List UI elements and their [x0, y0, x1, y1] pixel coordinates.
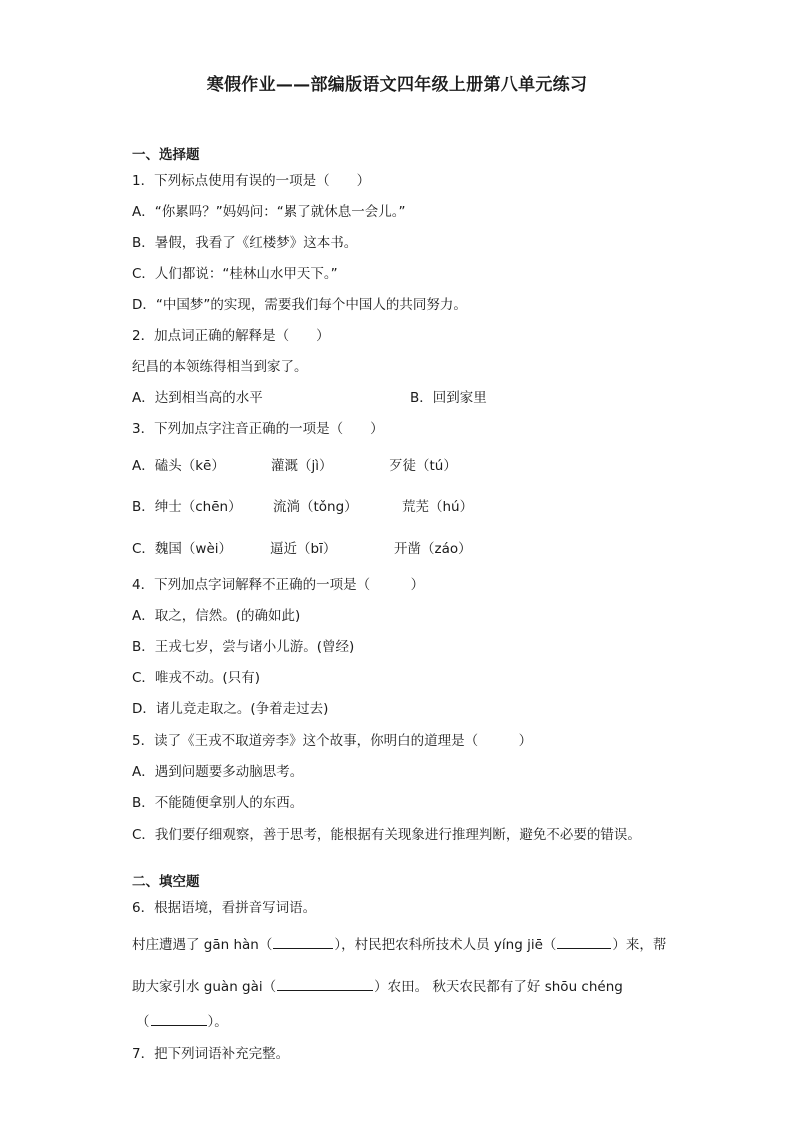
worksheet-title: 寒假作业——部编版语文四年级上册第八单元练习 [206, 75, 588, 95]
question-3-a-item-3: 歹徒（tú） [389, 458, 457, 474]
question-2-sentence: 纪昌的本领练得相当到家了。 [132, 359, 308, 375]
question-3-stem: 3．下列加点字注音正确的一项是（ ） [132, 421, 384, 437]
question-5-stem: 5．读了《王戎不取道旁李》这个故事，你明白的道理是（ ） [132, 733, 533, 749]
question-6-line-3 [136, 1013, 228, 1031]
section-heading-fill: 二、填空题 [132, 874, 200, 890]
question-6-stem: 6．根据语境，看拼音写词语。 [132, 900, 317, 916]
section-heading-choice: 一、选择题 [132, 147, 200, 163]
question-3-b-item-2: 流淌（tǒng） [273, 499, 358, 515]
question-3-a-item-1: A．磕头（kē） [132, 458, 225, 474]
question-3-a-item-2: 灌溉（jì） [271, 458, 333, 474]
question-3-c-item-3: 开凿（záo） [394, 541, 472, 557]
question-4-option-c: C．唯戎不动。(只有) [132, 670, 260, 686]
question-6-text-7: ）。 [207, 1014, 228, 1030]
question-5-option-a: A．遇到问题要多动脑思考。 [132, 764, 304, 780]
question-6-line-1 [132, 936, 666, 954]
question-5-option-c: C．我们要仔细观察，善于思考，能根据有关现象进行推理判断，避免不必要的错误。 [132, 827, 641, 843]
question-1-option-c: C．人们都说：“桂林山水甲天下。” [132, 266, 338, 282]
question-6-text-3: ）来，帮 [612, 937, 667, 953]
question-6-text-5: ）农田。 秋天农民都有了好 shōu chéng [374, 979, 623, 995]
question-7-stem: 7．把下列词语补充完整。 [132, 1046, 290, 1062]
question-1-option-b: B．暑假，我看了《红楼梦》这本书。 [132, 235, 358, 251]
question-6-text-6: （ [136, 1014, 150, 1030]
question-6-line-2 [132, 978, 623, 996]
question-2-option-a: A．达到相当高的水平 [132, 390, 263, 406]
question-2-stem: 2．加点词正确的解释是（ ） [132, 328, 330, 344]
question-3-c-item-1: C．魏国（wèi） [132, 541, 233, 557]
question-2-option-b: B．回到家里 [410, 390, 487, 406]
question-1-stem: 1．下列标点使用有误的一项是（ ） [132, 173, 371, 189]
question-4-option-d: D．诸儿竞走取之。(争着走过去) [132, 701, 329, 717]
answer-blank-shoucheng[interactable] [151, 1013, 207, 1026]
question-6-text-1: 村庄遭遇了 gān hàn（ [132, 937, 273, 953]
question-4-stem: 4．下列加点字词解释不正确的一项是（ ） [132, 577, 425, 593]
question-4-option-a: A．取之，信然。(的确如此) [132, 608, 301, 624]
question-1-option-d: D．“中国梦”的实现，需要我们每个中国人的共同努力。 [132, 297, 467, 313]
question-1-option-a: A．“你累吗？”妈妈问：“累了就休息一会儿。” [132, 204, 406, 220]
answer-blank-yingjie[interactable] [557, 936, 611, 949]
question-6-text-2: ），村民把农科所技术人员 yíng jiē（ [334, 937, 557, 953]
question-3-b-item-3: 荒芜（hú） [402, 499, 474, 515]
answer-blank-ganhan[interactable] [273, 936, 333, 949]
question-4-option-b: B．王戎七岁，尝与诸小儿游。(曾经) [132, 639, 355, 655]
question-3-c-item-2: 逼近（bī） [270, 541, 337, 557]
answer-blank-guangai[interactable] [277, 978, 373, 991]
question-3-b-item-1: B．绅士（chēn） [132, 499, 242, 515]
question-6-text-4: 助大家引水 guàn gài（ [132, 979, 277, 995]
question-5-option-b: B．不能随便拿别人的东西。 [132, 795, 304, 811]
